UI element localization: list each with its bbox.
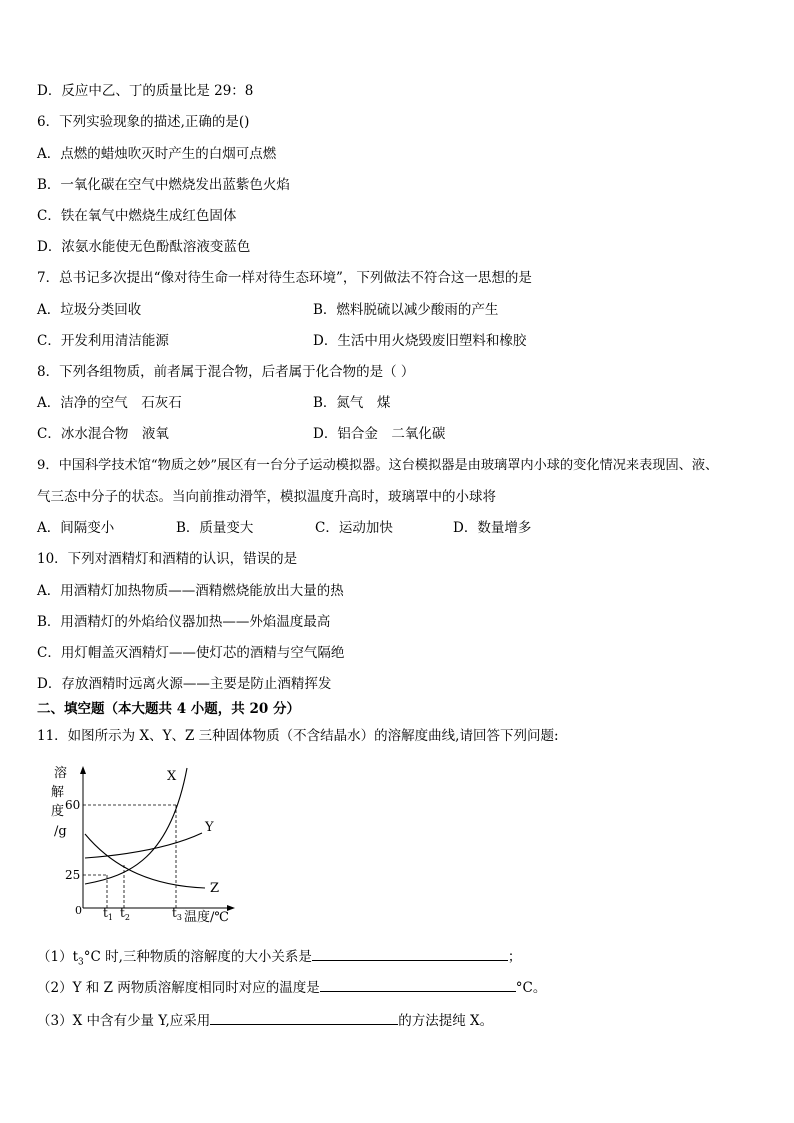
y-axis-arrow (80, 766, 86, 774)
x-tick-t3: $t_3$ (172, 906, 182, 922)
q8-option-b: B．氮气 煤 (313, 395, 391, 411)
x-axis-label: 温度/℃ (184, 910, 229, 925)
q6-option-d: D．浓氨水能使无色酚酞溶液变蓝色 (37, 239, 251, 255)
q10-option-d: D．存放酒精时远离火源——主要是防止酒精挥发 (37, 676, 332, 692)
q11-part2: （2）Y 和 Z 两物质溶解度相同时对应的温度是 °C。 (37, 977, 546, 997)
x-tick-t1: $t_1$ (103, 906, 113, 922)
solubility-chart (45, 758, 265, 933)
q9-stem-line1: 9．中国科学技术馆“物质之妙”展区有一台分子运动模拟器。这台模拟器是由玻璃罩内小球的变化情况来表现固、液、 (37, 458, 719, 473)
q8-option-a: A．洁净的空气 石灰石 (37, 395, 182, 411)
q9-stem-line2: 气三态中分子的状态。当向前推动滑竿，模拟温度升高时，玻璃罩中的小球将 (37, 489, 496, 505)
q11-answer-blank-1[interactable] (312, 946, 508, 961)
q6-option-b: B．一氧化碳在空气中燃烧发出蓝紫色火焰 (37, 177, 290, 193)
svg-text:解: 解 (51, 785, 65, 800)
q6-option-a: A．点燃的蜡烛吹灭时产生的白烟可点燃 (37, 146, 277, 162)
q6-option-c: C．铁在氧气中燃烧生成红色固体 (37, 208, 237, 224)
q8-option-d: D．铝合金 二氧化碳 (313, 426, 446, 442)
q9-option-a: A．间隔变小 (37, 520, 115, 536)
svg-text:/g: /g (54, 824, 67, 839)
curve-y (85, 833, 202, 858)
q8-stem: 8．下列各组物质，前者属于混合物，后者属于化合物的是（ ） (37, 364, 415, 380)
q7-option-c: C．开发利用清洁能源 (37, 333, 169, 349)
q9-option-d: D．数量增多 (453, 520, 532, 536)
q7-stem: 7．总书记多次提出“像对待生命一样对待生态环境”，下列做法不符合这一思想的是 (37, 270, 532, 286)
q9-option-c: C．运动加快 (315, 520, 393, 536)
q10-option-c: C．用灯帽盖灭酒精灯——使灯芯的酒精与空气隔绝 (37, 645, 345, 661)
y-tick-60: 60 (65, 798, 81, 812)
series-label-x: X (167, 769, 177, 784)
q11-part3: （3）X 中含有少量 Y,应采用 的方法提纯 X。 (37, 1010, 493, 1030)
q11-answer-blank-3[interactable] (210, 1010, 398, 1025)
svg-text:度: 度 (51, 804, 65, 819)
svg-text:溶: 溶 (54, 766, 68, 781)
q11-answer-blank-2[interactable] (320, 977, 516, 992)
curve-x (85, 768, 187, 884)
series-label-y: Y (205, 820, 214, 835)
q9-option-b: B．质量变大 (176, 520, 254, 536)
q10-stem: 10．下列对酒精灯和酒精的认识，错误的是 (37, 551, 298, 567)
x-tick-t2: $t_2$ (120, 906, 130, 922)
q11-part1: $(1)t_3^\circ C$ 时,三种物质的溶解度的大小关系是 ； (37, 946, 521, 972)
q6-stem: 6．下列实验现象的描述,正确的是() (37, 114, 250, 130)
q7-option-d: D．生活中用火烧毁废旧塑料和橡胶 (313, 333, 527, 349)
q7-option-a: A．垃圾分类回收 (37, 302, 142, 318)
q10-option-a: A．用酒精灯加热物质——酒精燃烧能放出大量的热 (37, 583, 344, 599)
y-tick-25: 25 (65, 868, 81, 882)
origin-label: 0 (75, 904, 82, 917)
q11-stem: 11．如图所示为 X、Y、Z 三种固体物质（不含结晶水）的溶解度曲线,请回答下列问题: (37, 728, 559, 744)
q8-option-c: C．冰水混合物 液氧 (37, 426, 169, 442)
section-title: 二、填空题（本大题共 4 小题，共 20 分） (37, 701, 300, 717)
q10-option-b: B．用酒精灯的外焰给仪器加热——外焰温度最高 (37, 614, 331, 630)
series-label-z: Z (210, 881, 220, 896)
q7-option-b: B．燃料脱硫以减少酸雨的产生 (313, 302, 499, 318)
q5-option-d: D．反应中乙、丁的质量比是 29：8 (37, 83, 254, 99)
